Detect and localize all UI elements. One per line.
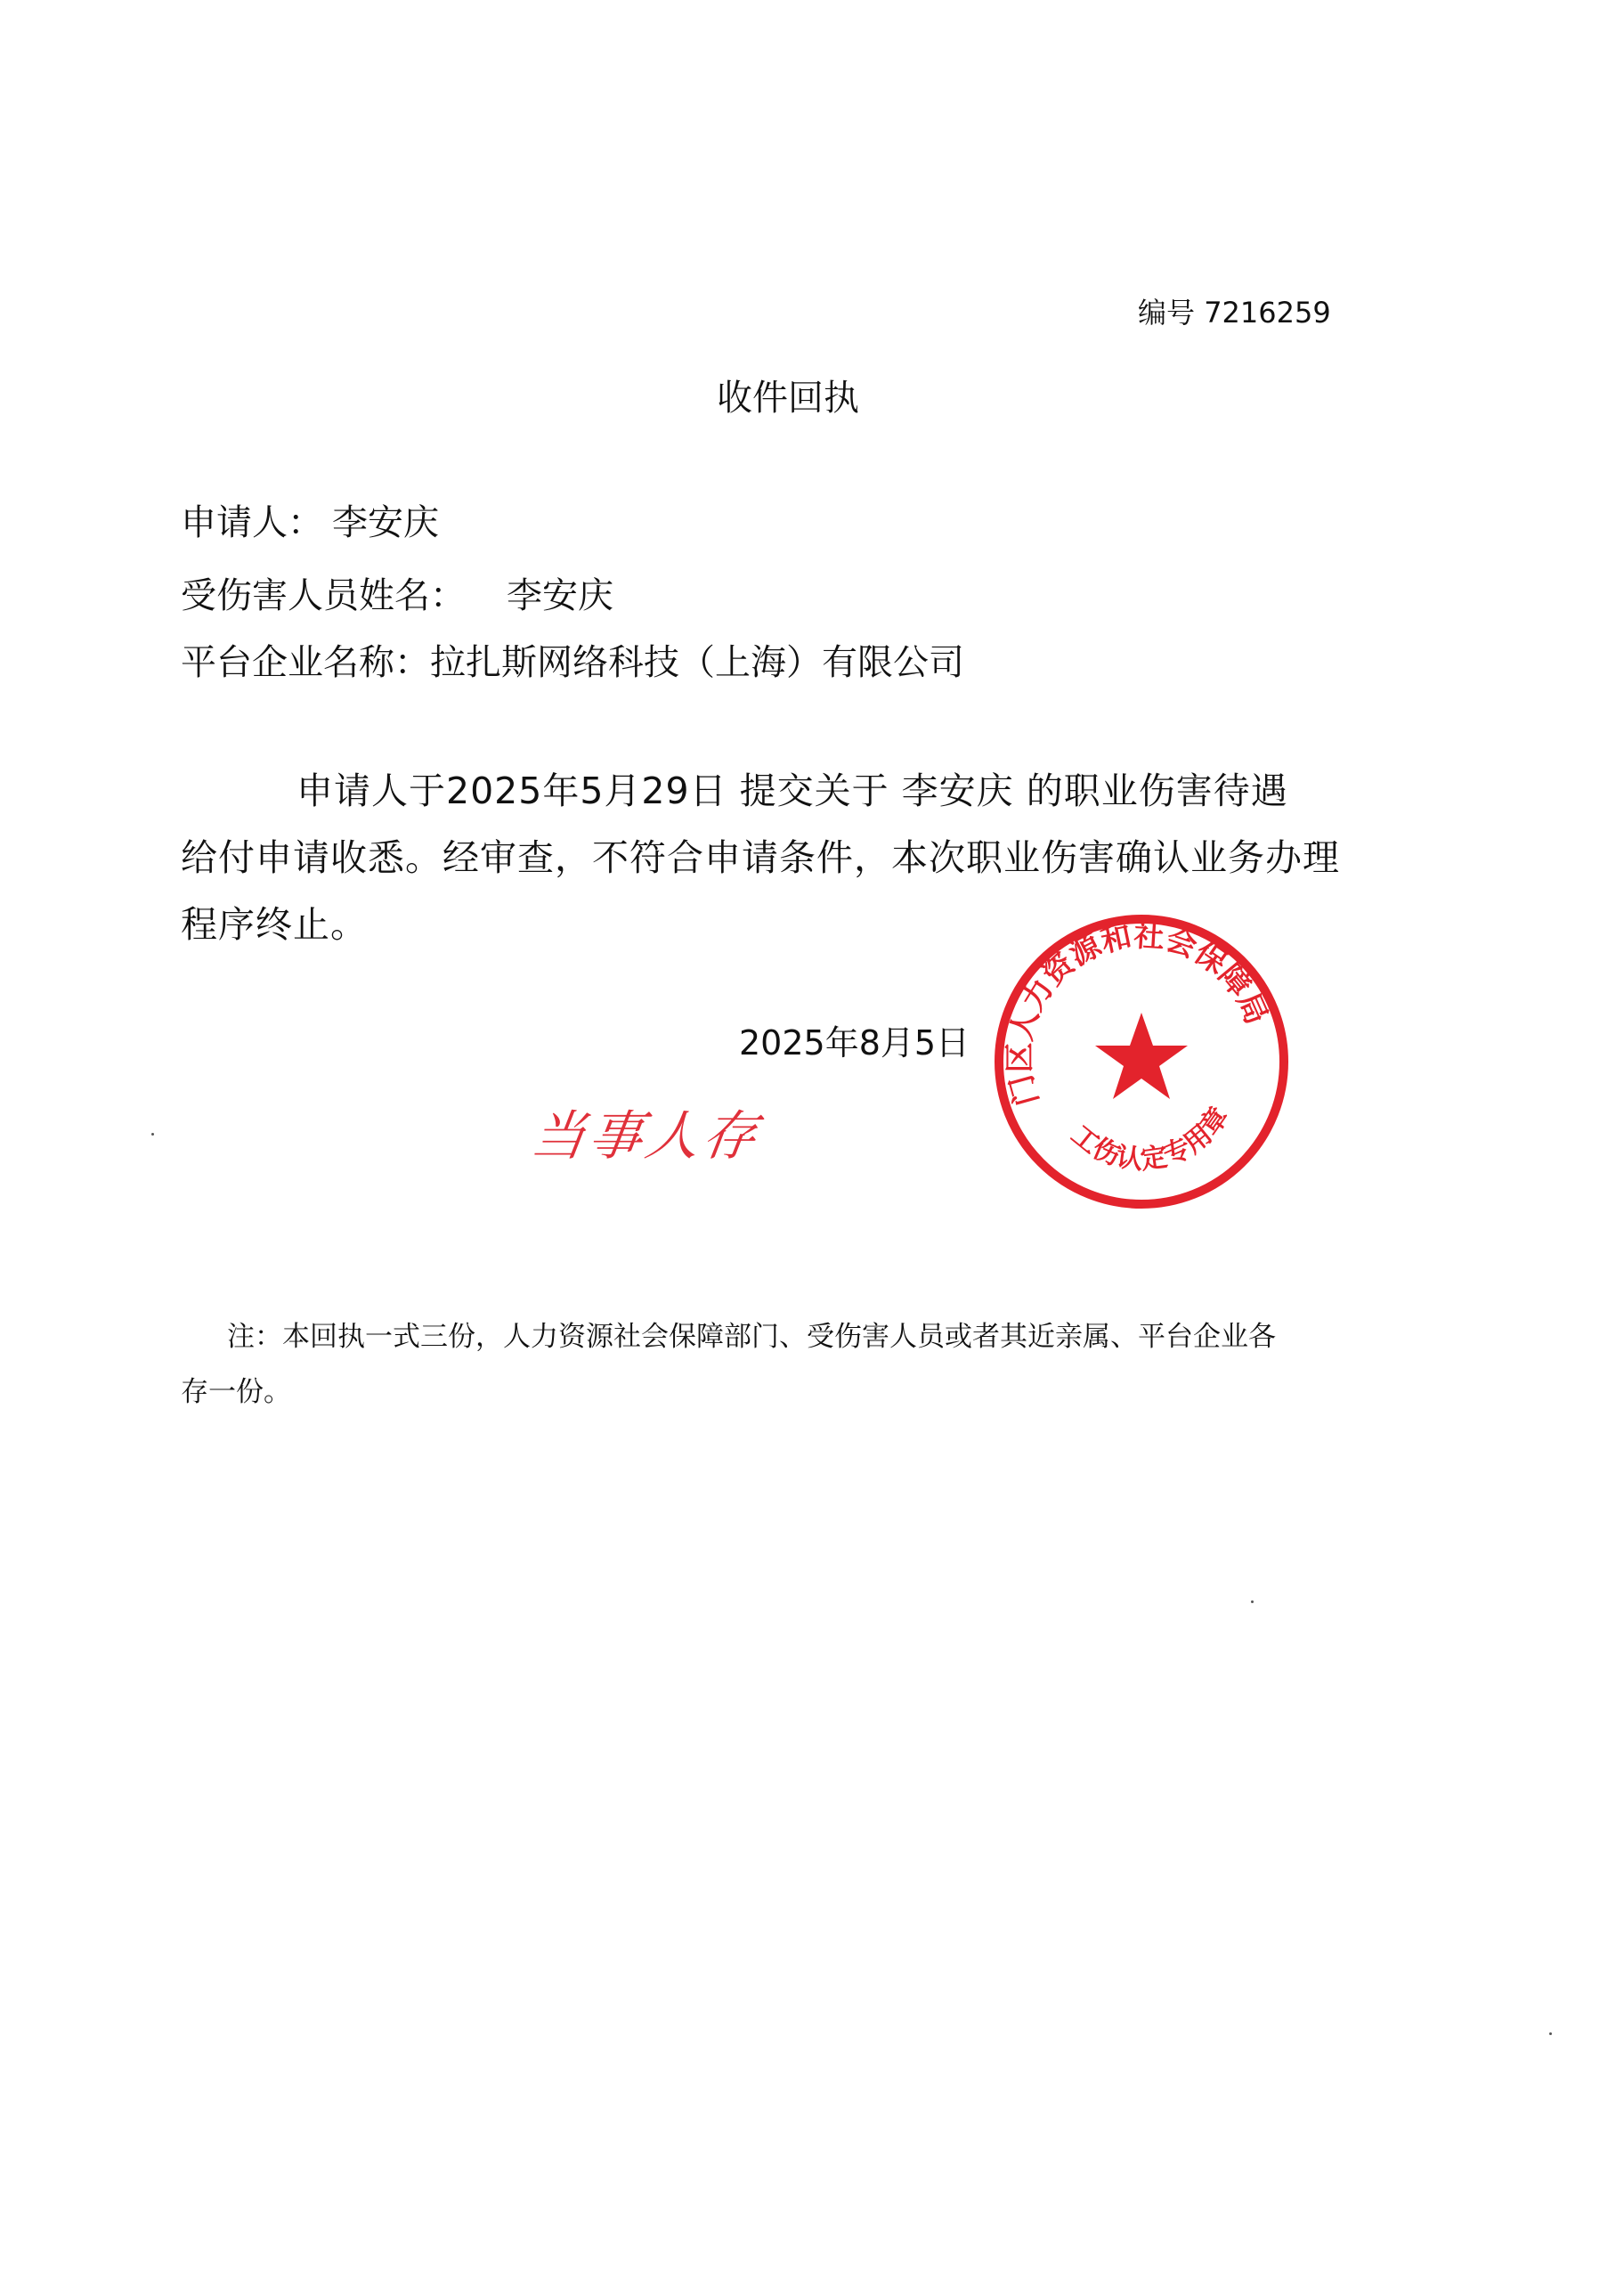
document-number	[1138, 290, 1331, 331]
body-line: 程序终止。	[181, 903, 368, 946]
document-number-label: 编号	[1138, 296, 1196, 330]
scan-speck	[151, 1133, 154, 1136]
field-value: 李安庆	[507, 575, 613, 616]
field-label: 平台企业名称：	[181, 642, 430, 683]
field-label: 受伤害人员姓名：	[181, 575, 466, 616]
field-applicant	[181, 494, 439, 545]
official-seal	[990, 910, 1293, 1213]
document-number-value: 7216259	[1204, 296, 1331, 330]
field-value: 拉扎斯网络科技（上海）有限公司	[430, 642, 964, 683]
seal-inner-text: 工伤认定专用章	[1065, 1101, 1236, 1177]
scan-speck	[1251, 1600, 1254, 1603]
field-value: 李安庆	[332, 502, 439, 543]
scan-speck	[1549, 2032, 1552, 2035]
issue-date: 2025年8月5日	[739, 1023, 970, 1063]
body-line: 给付申请收悉。经审查，不符合申请条件，本次职业伤害确认业务办理	[181, 836, 1340, 879]
note-line: 存一份。	[181, 1376, 291, 1408]
field-injured-person	[181, 567, 613, 618]
field-platform-company	[181, 634, 964, 685]
star-icon	[1095, 1013, 1188, 1099]
seal-outer-text: 门区人力资源和社会保障局	[1002, 917, 1275, 1110]
body-line: 申请人于2025年5月29日 提交关于 李安庆 的职业伤害待遇	[296, 770, 1288, 812]
document-title: 收件回执	[717, 378, 859, 419]
field-label: 申请人：	[181, 502, 323, 543]
note-line: 注：本回执一式三份，人力资源社会保障部门、受伤害人员或者其近亲属、平台企业各	[227, 1321, 1276, 1353]
party-copy-stamp: 当事人存	[527, 1105, 765, 1168]
